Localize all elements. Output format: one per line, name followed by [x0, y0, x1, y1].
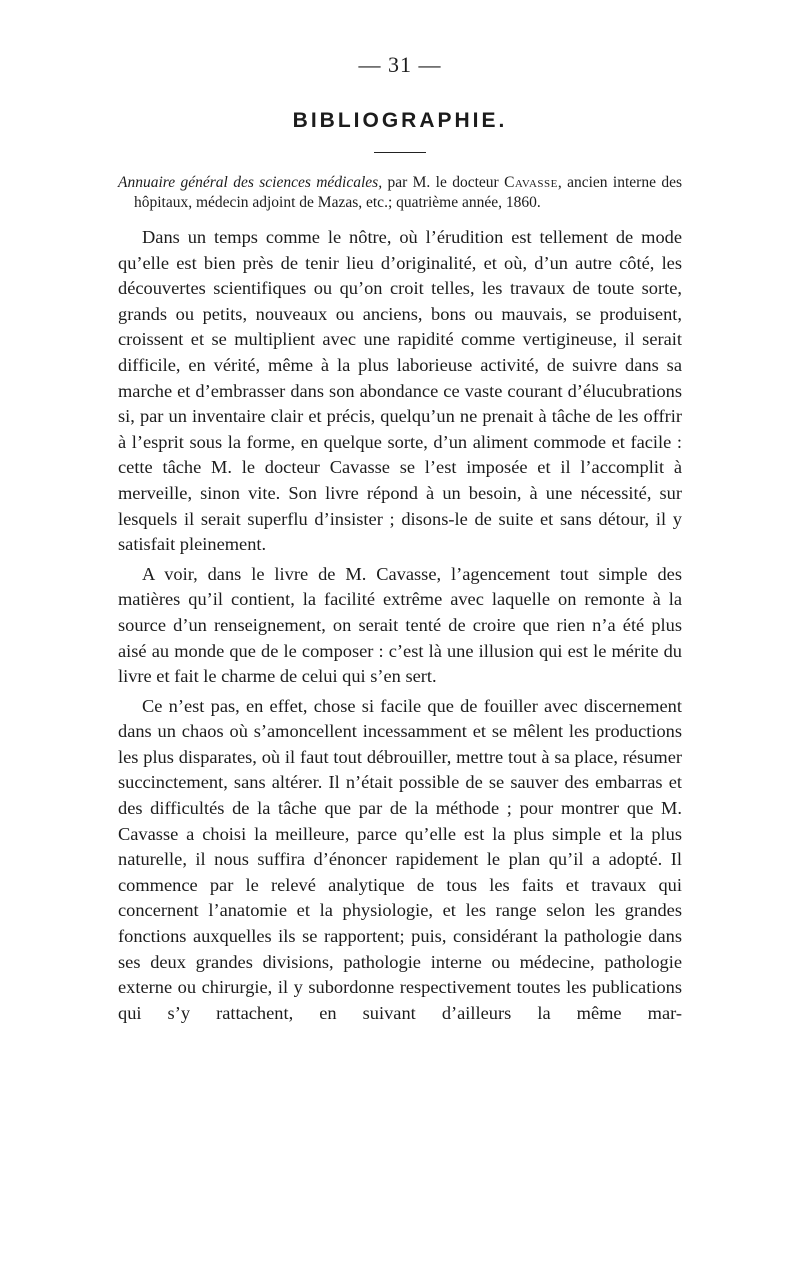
- paragraph-1: Dans un temps comme le nôtre, où l’érudition est tellement de mode qu’elle est bien près de tenir lieu d’originalité, et où, d’un autre côté, les découvertes scientifiques ou qu’on croit telles, les travaux de toute sorte, grands ou petits, nouveaux ou anciens, bons ou mauvais, se produisent, croissent et se multiplient avec une rapidité comme vertigineuse, il serait difficile, en vérité, même à la plus laborieuse activité, de suivre dans sa marche et d’embrasser dans son abondance ce vaste courant d’élucubrations si, par un inventaire clair et précis, quelqu’un ne prenait à tâche de les offrir à l’esprit sous la forme, en quelque sorte, d’un aliment commode et facile : cette tâche M. le docteur Cavasse se l’est imposée et il l’accomplit à merveille, sinon vite. Son livre répond à un besoin, à une nécessité, sur lesquels il serait superflu d’insister ; disons-le de suite et sans détour, il y satisfait pleinement.: [118, 227, 682, 555]
- title-rule: [374, 152, 426, 153]
- document-page: [118, 52, 682, 1030]
- author-name: Cavasse: [504, 174, 558, 191]
- paragraph-2: A voir, dans le livre de M. Cavasse, l’agencement tout simple des matières qu’il contient, la facilité extrême avec laquelle on remonte à la source d’un renseignement, on serait tenté de croire que rien n’a été plus aisé au monde que de le composer : c’est là une illusion qui est le mérite du livre et fait le charme de celui qui s’en sert.: [118, 563, 682, 687]
- page-number: — 31 —: [358, 52, 442, 77]
- section-title: BIBLIOGRAPHIE.: [292, 109, 508, 132]
- review-body: [118, 225, 682, 1026]
- paragraph-3: Ce n’est pas, en effet, chose si facile que de fouiller avec discernement dans un chaos où s’amoncellent incessamment et se mêlent les productions les plus disparates, où il faut tout débrouiller, mettre tout à sa place, résumer succinctement, sans altérer. Il n’était possible de se sauver des embarras et des difficultés de la tâche que par de la méthode ; pour montrer que M. Cavasse a choisi la meilleure, parce qu’elle est la plus simple et la plus naturelle, il nous suffira d’énoncer rapidement le plan qu’il a adopté. Il commence par le relevé analytique de tous les faits et travaux qui concernent l’anatomie et la physiologie, et les range selon les grandes fonctions auxquelles ils se rapportent; puis, considérant la pathologie dans ses deux grandes divisions, pathologie interne ou médecine, pathologie externe ou chirurgie, il y subordonne respectivement toutes les publications qui s’y rattachent, en suivant d’ailleurs la même mar-: [118, 695, 682, 1023]
- book-title: Annuaire général des sciences médicales,: [118, 174, 383, 191]
- bibliographic-citation: [118, 173, 682, 213]
- author-details: , ancien interne des hôpitaux, médecin adjoint de Mazas, etc.; quatrième année, 1860.: [134, 174, 682, 211]
- author-prefix: par M. le docteur: [382, 174, 505, 191]
